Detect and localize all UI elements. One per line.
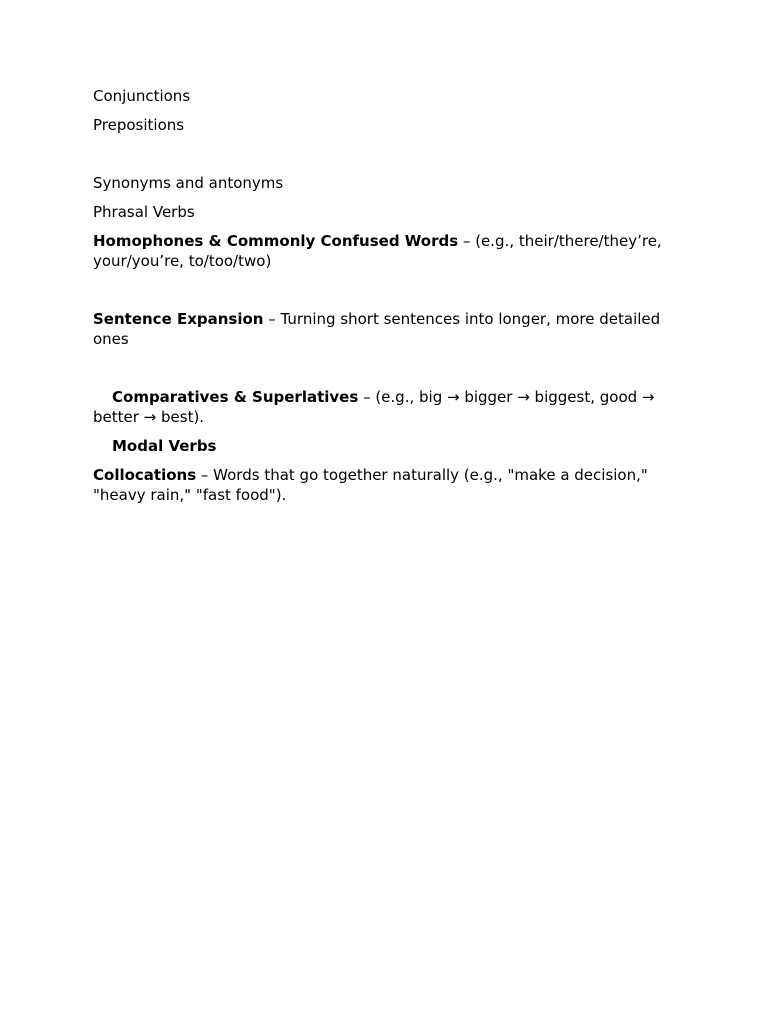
item-comparatives-superlatives (93, 387, 693, 427)
item-homophones (93, 231, 693, 271)
item-synonyms-antonyms (93, 173, 693, 193)
item-phrasal-verbs (93, 202, 693, 222)
document-page (93, 86, 693, 505)
item-prepositions (93, 115, 693, 135)
item-heading: Modal Verbs (112, 437, 217, 455)
item-sentence-expansion (93, 309, 693, 349)
item-description: – Turning short sentences into longer, more detailed ones (93, 310, 661, 348)
item-description: – (e.g., big → bigger → biggest, good → better → best). (93, 388, 655, 426)
item-conjunctions (93, 86, 693, 106)
item-description: – Words that go together naturally (e.g., "make a decision," "heavy rain," "fast food"). (93, 466, 648, 504)
item-text: Prepositions (93, 116, 185, 134)
item-text: Conjunctions (93, 87, 191, 105)
item-heading: Homophones & Commonly Confused Words (93, 232, 459, 250)
item-collocations (93, 465, 693, 505)
item-heading: Comparatives & Superlatives (112, 388, 359, 406)
item-description: – (e.g., their/there/they’re, your/you’re, to/too/two) (93, 232, 662, 270)
item-modal-verbs (93, 436, 693, 456)
item-heading: Collocations (93, 466, 197, 484)
item-text: Phrasal Verbs (93, 203, 195, 221)
item-text: Synonyms and antonyms (93, 174, 284, 192)
item-heading: Sentence Expansion (93, 310, 264, 328)
